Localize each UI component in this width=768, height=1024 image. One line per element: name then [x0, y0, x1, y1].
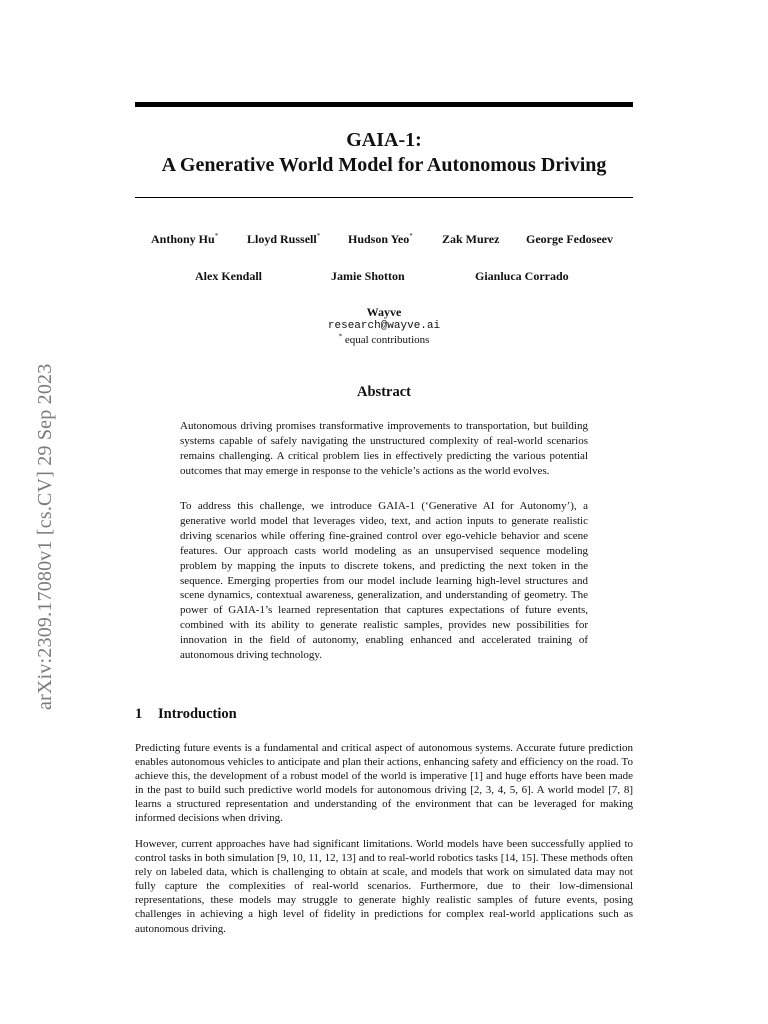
equal-contribution-note: * equal contributions	[338, 332, 430, 346]
author-zak-murez: Zak Murez	[442, 232, 500, 246]
paper-title-line2: A Generative World Model for Autonomous Driving	[161, 154, 607, 176]
author-lloyd-russell: Lloyd Russell*	[247, 232, 321, 246]
intro-paragraph-2: However, current approaches have had significant limitations. World models have been successfully applied to control tasks in both simulation [9, 10, 11, 12, 13] and to real-world robotics tasks [14, 15]. These methods often rely on labeled data, which is challenging to obtain at scale, and models that work on simulated data may not fully capture the complexities of real-world scenarios. Furthermore, due to their low-dimensional representations, these models may struggle to generate highly realistic samples of future events, posing challenges in achieving a high level of fidelity in predictions for complex real-world applications such as autonomous driving.	[135, 838, 633, 935]
top-rule	[135, 102, 633, 107]
abstract-paragraph-1: Autonomous driving promises transformative improvements to transportation, but building systems capable of safely navigating the unstructured complexity of real-world scenarios remains challenging. A critical problem lies in effectively predicting the various potential outcomes that may emerge in response to the vehicle’s actions as the world evolves.	[180, 420, 588, 477]
intro-paragraph-1: Predicting future events is a fundamental and critical aspect of autonomous systems. Accurate future prediction enables autonomous vehicles to anticipate and plan their actions, enhancing safety and efficiency on the road. To achieve this, the development of a robust model of the world is imperative [1] and huge efforts have been made in the past to build such predictive world models for autonomous driving [2, 3, 4, 5, 6]. A world model [7, 8] learns a structured representation and understanding of the environment that can be leveraged for making informed decisions when driving.	[135, 742, 633, 825]
author-jamie-shotton: Jamie Shotton	[331, 269, 405, 283]
abstract-heading: Abstract	[357, 384, 411, 400]
arxiv-stamp: arXiv:2309.17080v1 [cs.CV] 29 Sep 2023	[34, 363, 56, 710]
paper-title-line1: GAIA-1:	[346, 129, 422, 151]
section-number: 1	[135, 706, 143, 722]
author-hudson-yeo: Hudson Yeo*	[348, 232, 413, 246]
section-title: Introduction	[158, 706, 237, 722]
author-george-fedoseev: George Fedoseev	[526, 232, 613, 246]
author-gianluca-corrado: Gianluca Corrado	[475, 269, 569, 283]
author-anthony-hu: Anthony Hu*	[151, 232, 219, 246]
section-heading-introduction	[135, 706, 237, 723]
abstract-paragraph-2: To address this challenge, we introduce GAIA-1 (‘Generative AI for Autonomy’), a generative world model that leverages video, text, and action inputs to generate realistic driving scenarios while offering fine-grained control over ego-vehicle behavior and scene features. Our approach casts world modeling as an unsupervised sequence modeling problem by mapping the inputs to discrete tokens, and predicting the next token in the sequence. Emerging properties from our model include learning high-level structures and scene dynamics, contextual awareness, generalization, and understanding of geometry. The power of GAIA-1’s learned representation that captures expectations of future events, combined with its ability to generate realistic samples, provides new possibilities for innovation in the field of autonomy, enabling enhanced and accelerated training of autonomous driving technology.	[180, 500, 588, 662]
affiliation: Wayve	[366, 305, 402, 319]
contact-email[interactable]: research@wayve.ai	[327, 320, 441, 332]
title-rule	[135, 197, 633, 198]
author-alex-kendall: Alex Kendall	[195, 269, 263, 283]
